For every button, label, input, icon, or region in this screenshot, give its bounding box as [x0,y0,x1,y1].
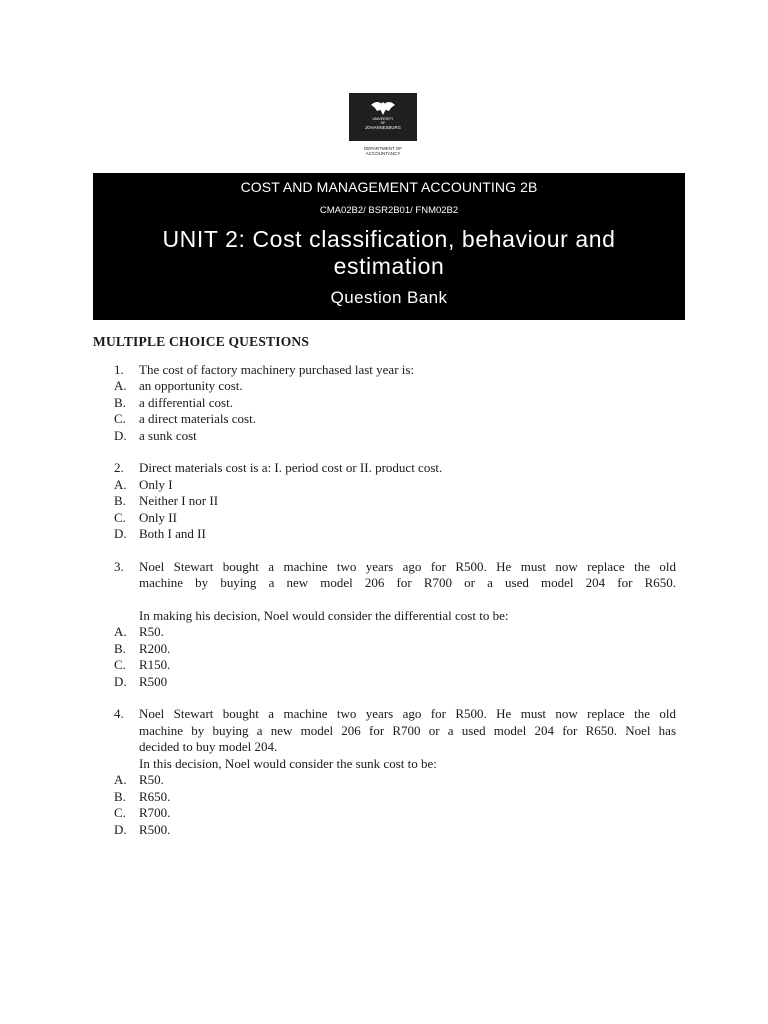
question-stem [93,362,676,379]
option-text: an opportunity cost. [139,378,243,393]
option-letter: C. [114,805,126,820]
option-c [93,805,676,822]
option-b [93,493,676,510]
question-1 [93,362,676,445]
option-text: Both I and II [139,526,206,541]
course-codes: CMA02B2/ BSR2B01/ FNM02B2 [319,205,459,216]
question-stem [93,706,676,723]
department-label [349,146,417,156]
option-b [93,395,676,412]
question-text: In this decision, Noel would consider the sunk cost to be: [139,755,437,771]
option-letter: D. [114,673,127,689]
question-stem-cont [93,575,676,592]
option-letter: A. [114,378,127,393]
question-text: Noel Stewart bought a machine two years ago for R500. He must now replace the old [139,558,676,574]
option-letter: D. [114,427,127,443]
question-3 [93,559,676,691]
option-a [93,378,676,395]
question-2 [93,460,676,543]
logo-line-3: JOHANNESBURG [364,125,402,130]
option-text: R500. [139,821,171,837]
option-letter: C. [114,509,126,525]
option-text: R200. [139,640,171,656]
department-line-2: ACCOUNTANCY [365,151,401,156]
question-stem-cont [93,723,676,740]
question-text: machine by buying a new model 206 for R700 or a used model 204 for R650. [139,575,676,590]
question-content [93,334,676,854]
question-text: Direct materials cost is a: I. period cost or II. product cost. [139,460,443,475]
question-4 [93,706,676,838]
option-letter: D. [114,526,127,541]
option-letter: B. [114,640,126,656]
question-text: machine by buying a new model 206 for R700 or a used model 204 for R650. Noel has [139,722,676,738]
option-d [93,674,676,691]
option-text: a sunk cost [139,427,197,443]
department-line-1: DEPARTMENT OF [363,146,402,151]
option-letter: C. [114,657,126,672]
option-text: Only II [139,509,177,525]
question-text: The cost of factory machinery purchased last year is: [139,361,415,377]
option-text: R650. [139,788,171,804]
question-prompt [93,608,676,625]
option-text: Only I [139,476,173,492]
option-letter: B. [114,394,126,410]
option-text: R50. [139,772,164,787]
option-d [93,822,676,839]
option-letter: C. [114,411,126,426]
option-b [93,789,676,806]
option-text: R500 [139,673,168,689]
option-text: R50. [139,624,164,639]
option-text: R150. [139,657,171,672]
option-text: a differential cost. [139,394,233,410]
university-logo [349,93,417,156]
option-letter: B. [114,493,126,508]
option-letter: A. [114,772,127,787]
question-stem [93,460,676,477]
option-d [93,526,676,543]
option-b [93,641,676,658]
option-d [93,428,676,445]
question-text: Noel Stewart bought a machine two years ago for R500. He must now replace the old [139,706,676,721]
logo-emblem [349,93,417,141]
course-name: COST AND MANAGEMENT ACCOUNTING 2B [240,179,538,195]
unit-title: UNIT 2: Cost classification, behaviour and estimation [162,226,616,279]
option-a [93,477,676,494]
option-text: Neither I nor II [139,493,219,508]
option-letter: A. [114,624,127,639]
option-c [93,657,676,674]
option-a [93,624,676,641]
question-number: 2. [114,460,124,475]
option-letter: A. [114,476,127,492]
question-text: decided to buy model 204. [139,739,278,754]
option-c [93,411,676,428]
logo-line-1: UNIVERSITY [372,117,394,121]
option-letter: D. [114,821,127,837]
option-text: R700. [139,805,171,820]
option-c [93,510,676,527]
question-text: In making his decision, Noel would consider the differential cost to be: [139,607,509,623]
unit-subtitle: Question Bank [330,288,448,307]
question-stem-cont [93,739,676,756]
logo-line-2: OF [380,121,386,125]
title-banner [93,173,685,320]
option-letter: B. [114,788,126,804]
section-heading: MULTIPLE CHOICE QUESTIONS [93,334,310,349]
option-a [93,772,676,789]
question-number: 3. [114,558,124,574]
option-text: a direct materials cost. [139,411,256,426]
question-prompt [93,756,676,773]
question-number: 1. [114,361,124,377]
question-number: 4. [114,706,124,721]
question-stem [93,559,676,576]
